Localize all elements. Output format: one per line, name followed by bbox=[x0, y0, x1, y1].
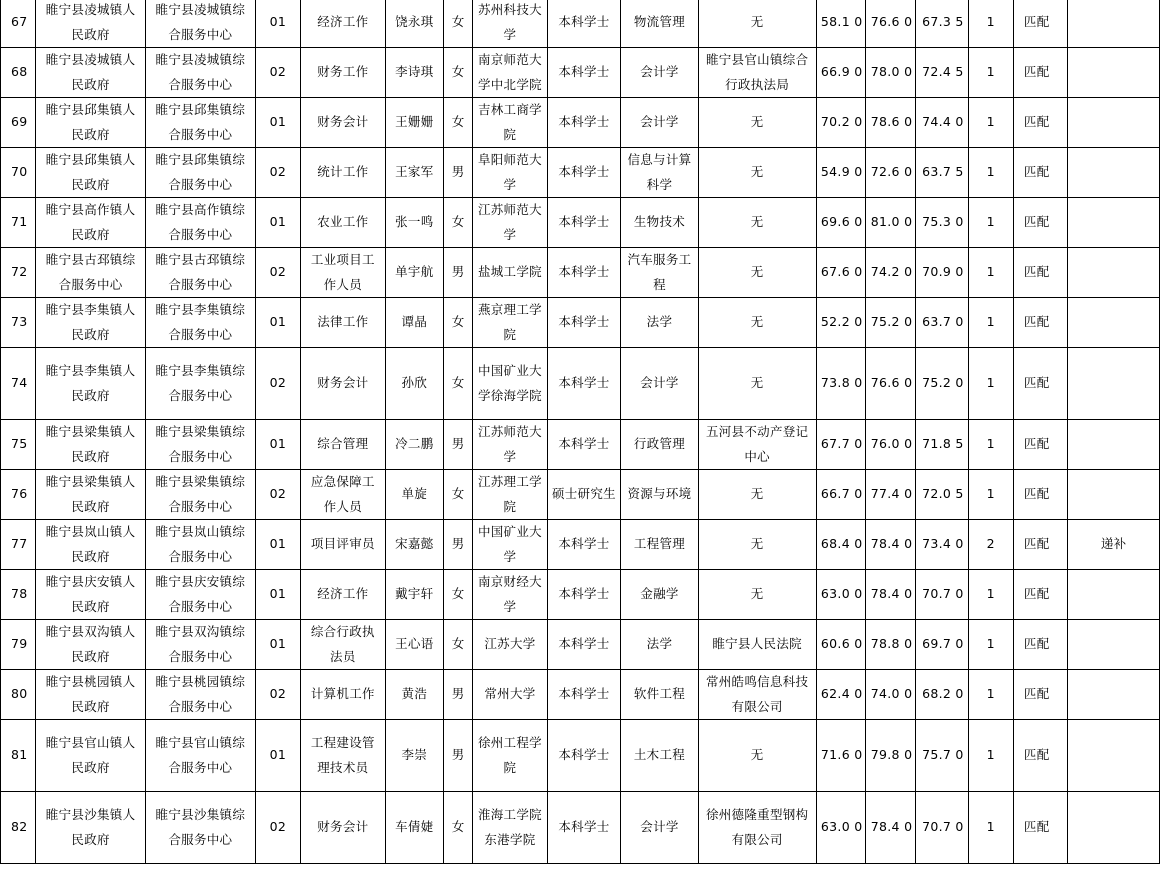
school-cell: 南京财经大学 bbox=[473, 570, 548, 620]
rank-cell: 1 bbox=[968, 792, 1013, 864]
major-cell: 资源与环境 bbox=[621, 470, 699, 520]
candidate-name-cell: 孙欣 bbox=[385, 348, 443, 420]
rank-cell: 1 bbox=[968, 298, 1013, 348]
rank-cell: 2 bbox=[968, 520, 1013, 570]
organization-cell: 睢宁县古邳镇综合服务中心 bbox=[36, 248, 146, 298]
total-score-cell: 74.4 0 bbox=[916, 98, 968, 148]
organization-cell: 睢宁县邱集镇人民政府 bbox=[36, 98, 146, 148]
workplace-cell: 睢宁县人民法院 bbox=[698, 620, 816, 670]
major-cell: 行政管理 bbox=[621, 420, 699, 470]
post-name-cell: 财务会计 bbox=[301, 348, 386, 420]
post-name-cell: 经济工作 bbox=[301, 570, 386, 620]
school-cell: 南京师范大学中北学院 bbox=[473, 48, 548, 98]
school-cell: 江苏师范大学 bbox=[473, 420, 548, 470]
match-result-cell: 匹配 bbox=[1013, 792, 1067, 864]
written-score-cell: 62.4 0 bbox=[816, 670, 865, 720]
gender-cell: 女 bbox=[444, 98, 473, 148]
organization-cell: 睢宁县高作镇人民政府 bbox=[36, 198, 146, 248]
seq-cell: 81 bbox=[1, 720, 36, 792]
seq-cell: 71 bbox=[1, 198, 36, 248]
rank-cell: 1 bbox=[968, 470, 1013, 520]
match-result-cell: 匹配 bbox=[1013, 298, 1067, 348]
post-name-cell: 法律工作 bbox=[301, 298, 386, 348]
unit-cell: 睢宁县李集镇综合服务中心 bbox=[145, 298, 255, 348]
note-cell bbox=[1068, 570, 1160, 620]
rank-cell: 1 bbox=[968, 98, 1013, 148]
post-code-cell: 02 bbox=[255, 470, 300, 520]
seq-cell: 77 bbox=[1, 520, 36, 570]
degree-cell: 本科学士 bbox=[547, 570, 621, 620]
seq-cell: 74 bbox=[1, 348, 36, 420]
written-score-cell: 68.4 0 bbox=[816, 520, 865, 570]
major-cell: 生物技术 bbox=[621, 198, 699, 248]
note-cell bbox=[1068, 620, 1160, 670]
degree-cell: 本科学士 bbox=[547, 670, 621, 720]
major-cell: 会计学 bbox=[621, 348, 699, 420]
match-result-cell: 匹配 bbox=[1013, 148, 1067, 198]
written-score-cell: 69.6 0 bbox=[816, 198, 865, 248]
rank-cell: 1 bbox=[968, 148, 1013, 198]
degree-cell: 本科学士 bbox=[547, 792, 621, 864]
gender-cell: 男 bbox=[444, 248, 473, 298]
written-score-cell: 66.7 0 bbox=[816, 470, 865, 520]
post-name-cell: 应急保障工作人员 bbox=[301, 470, 386, 520]
school-cell: 江苏师范大学 bbox=[473, 198, 548, 248]
workplace-cell: 无 bbox=[698, 470, 816, 520]
written-score-cell: 54.9 0 bbox=[816, 148, 865, 198]
table-row bbox=[1, 720, 1160, 792]
note-cell: 递补 bbox=[1068, 520, 1160, 570]
seq-cell: 68 bbox=[1, 48, 36, 98]
note-cell bbox=[1068, 98, 1160, 148]
post-code-cell: 02 bbox=[255, 48, 300, 98]
note-cell bbox=[1068, 348, 1160, 420]
rank-cell: 1 bbox=[968, 670, 1013, 720]
post-code-cell: 01 bbox=[255, 198, 300, 248]
written-score-cell: 66.9 0 bbox=[816, 48, 865, 98]
workplace-cell: 徐州德隆重型钢构有限公司 bbox=[698, 792, 816, 864]
major-cell: 法学 bbox=[621, 620, 699, 670]
match-result-cell: 匹配 bbox=[1013, 0, 1067, 48]
post-code-cell: 01 bbox=[255, 570, 300, 620]
interview-score-cell: 72.6 0 bbox=[865, 148, 915, 198]
seq-cell: 67 bbox=[1, 0, 36, 48]
match-result-cell: 匹配 bbox=[1013, 48, 1067, 98]
organization-cell: 睢宁县李集镇人民政府 bbox=[36, 348, 146, 420]
match-result-cell: 匹配 bbox=[1013, 720, 1067, 792]
workplace-cell: 无 bbox=[698, 148, 816, 198]
post-name-cell: 经济工作 bbox=[301, 0, 386, 48]
major-cell: 会计学 bbox=[621, 792, 699, 864]
school-cell: 燕京理工学院 bbox=[473, 298, 548, 348]
interview-score-cell: 76.6 0 bbox=[865, 348, 915, 420]
rank-cell: 1 bbox=[968, 48, 1013, 98]
note-cell bbox=[1068, 248, 1160, 298]
candidate-name-cell: 张一鸣 bbox=[385, 198, 443, 248]
gender-cell: 女 bbox=[444, 48, 473, 98]
unit-cell: 睢宁县邱集镇综合服务中心 bbox=[145, 148, 255, 198]
major-cell: 土木工程 bbox=[621, 720, 699, 792]
written-score-cell: 63.0 0 bbox=[816, 792, 865, 864]
gender-cell: 女 bbox=[444, 198, 473, 248]
interview-score-cell: 81.0 0 bbox=[865, 198, 915, 248]
unit-cell: 睢宁县邱集镇综合服务中心 bbox=[145, 98, 255, 148]
post-name-cell: 统计工作 bbox=[301, 148, 386, 198]
note-cell bbox=[1068, 48, 1160, 98]
post-name-cell: 项目评审员 bbox=[301, 520, 386, 570]
written-score-cell: 71.6 0 bbox=[816, 720, 865, 792]
school-cell: 中国矿业大学徐海学院 bbox=[473, 348, 548, 420]
written-score-cell: 67.7 0 bbox=[816, 420, 865, 470]
note-cell bbox=[1068, 298, 1160, 348]
school-cell: 常州大学 bbox=[473, 670, 548, 720]
total-score-cell: 72.4 5 bbox=[916, 48, 968, 98]
major-cell: 工程管理 bbox=[621, 520, 699, 570]
gender-cell: 男 bbox=[444, 148, 473, 198]
gender-cell: 女 bbox=[444, 348, 473, 420]
table-row bbox=[1, 298, 1160, 348]
organization-cell: 睢宁县凌城镇人民政府 bbox=[36, 0, 146, 48]
post-name-cell: 综合行政执法员 bbox=[301, 620, 386, 670]
seq-cell: 78 bbox=[1, 570, 36, 620]
workplace-cell: 常州皓鸣信息科技有限公司 bbox=[698, 670, 816, 720]
candidate-name-cell: 黄浩 bbox=[385, 670, 443, 720]
workplace-cell: 睢宁县官山镇综合行政执法局 bbox=[698, 48, 816, 98]
post-name-cell: 综合管理 bbox=[301, 420, 386, 470]
candidate-name-cell: 单宇航 bbox=[385, 248, 443, 298]
gender-cell: 女 bbox=[444, 298, 473, 348]
written-score-cell: 58.1 0 bbox=[816, 0, 865, 48]
major-cell: 会计学 bbox=[621, 98, 699, 148]
match-result-cell: 匹配 bbox=[1013, 670, 1067, 720]
written-score-cell: 73.8 0 bbox=[816, 348, 865, 420]
interview-score-cell: 76.0 0 bbox=[865, 420, 915, 470]
major-cell: 会计学 bbox=[621, 48, 699, 98]
degree-cell: 本科学士 bbox=[547, 298, 621, 348]
major-cell: 法学 bbox=[621, 298, 699, 348]
post-name-cell: 工程建设管理技术员 bbox=[301, 720, 386, 792]
major-cell: 汽车服务工程 bbox=[621, 248, 699, 298]
seq-cell: 69 bbox=[1, 98, 36, 148]
total-score-cell: 63.7 5 bbox=[916, 148, 968, 198]
candidate-name-cell: 王家军 bbox=[385, 148, 443, 198]
post-code-cell: 02 bbox=[255, 148, 300, 198]
table-row bbox=[1, 0, 1160, 48]
school-cell: 苏州科技大学 bbox=[473, 0, 548, 48]
workplace-cell: 无 bbox=[698, 98, 816, 148]
rank-cell: 1 bbox=[968, 620, 1013, 670]
written-score-cell: 52.2 0 bbox=[816, 298, 865, 348]
post-code-cell: 02 bbox=[255, 670, 300, 720]
unit-cell: 睢宁县双沟镇综合服务中心 bbox=[145, 620, 255, 670]
note-cell bbox=[1068, 720, 1160, 792]
unit-cell: 睢宁县凌城镇综合服务中心 bbox=[145, 48, 255, 98]
match-result-cell: 匹配 bbox=[1013, 248, 1067, 298]
post-code-cell: 01 bbox=[255, 520, 300, 570]
school-cell: 徐州工程学院 bbox=[473, 720, 548, 792]
degree-cell: 本科学士 bbox=[547, 248, 621, 298]
match-result-cell: 匹配 bbox=[1013, 470, 1067, 520]
workplace-cell: 无 bbox=[698, 0, 816, 48]
workplace-cell: 无 bbox=[698, 570, 816, 620]
rank-cell: 1 bbox=[968, 0, 1013, 48]
gender-cell: 女 bbox=[444, 470, 473, 520]
unit-cell: 睢宁县高作镇综合服务中心 bbox=[145, 198, 255, 248]
table-row bbox=[1, 198, 1160, 248]
school-cell: 淮海工学院东港学院 bbox=[473, 792, 548, 864]
candidate-name-cell: 谭晶 bbox=[385, 298, 443, 348]
written-score-cell: 70.2 0 bbox=[816, 98, 865, 148]
gender-cell: 女 bbox=[444, 620, 473, 670]
candidate-name-cell: 李崇 bbox=[385, 720, 443, 792]
workplace-cell: 无 bbox=[698, 198, 816, 248]
gender-cell: 女 bbox=[444, 570, 473, 620]
rank-cell: 1 bbox=[968, 248, 1013, 298]
post-name-cell: 工业项目工作人员 bbox=[301, 248, 386, 298]
gender-cell: 女 bbox=[444, 0, 473, 48]
seq-cell: 70 bbox=[1, 148, 36, 198]
organization-cell: 睢宁县庆安镇人民政府 bbox=[36, 570, 146, 620]
unit-cell: 睢宁县桃园镇综合服务中心 bbox=[145, 670, 255, 720]
total-score-cell: 75.3 0 bbox=[916, 198, 968, 248]
post-code-cell: 02 bbox=[255, 348, 300, 420]
post-code-cell: 01 bbox=[255, 98, 300, 148]
interview-score-cell: 78.4 0 bbox=[865, 520, 915, 570]
post-code-cell: 01 bbox=[255, 0, 300, 48]
degree-cell: 本科学士 bbox=[547, 520, 621, 570]
post-code-cell: 01 bbox=[255, 620, 300, 670]
table-row bbox=[1, 570, 1160, 620]
organization-cell: 睢宁县沙集镇人民政府 bbox=[36, 792, 146, 864]
major-cell: 软件工程 bbox=[621, 670, 699, 720]
post-name-cell: 财务会计 bbox=[301, 98, 386, 148]
note-cell bbox=[1068, 0, 1160, 48]
written-score-cell: 67.6 0 bbox=[816, 248, 865, 298]
note-cell bbox=[1068, 420, 1160, 470]
interview-score-cell: 78.4 0 bbox=[865, 570, 915, 620]
degree-cell: 本科学士 bbox=[547, 620, 621, 670]
total-score-cell: 71.8 5 bbox=[916, 420, 968, 470]
match-result-cell: 匹配 bbox=[1013, 570, 1067, 620]
post-name-cell: 农业工作 bbox=[301, 198, 386, 248]
note-cell bbox=[1068, 198, 1160, 248]
table-row bbox=[1, 420, 1160, 470]
unit-cell: 睢宁县庆安镇综合服务中心 bbox=[145, 570, 255, 620]
total-score-cell: 68.2 0 bbox=[916, 670, 968, 720]
seq-cell: 80 bbox=[1, 670, 36, 720]
unit-cell: 睢宁县梁集镇综合服务中心 bbox=[145, 470, 255, 520]
total-score-cell: 69.7 0 bbox=[916, 620, 968, 670]
candidate-name-cell: 冷二鹏 bbox=[385, 420, 443, 470]
table-row bbox=[1, 670, 1160, 720]
organization-cell: 睢宁县官山镇人民政府 bbox=[36, 720, 146, 792]
school-cell: 江苏理工学院 bbox=[473, 470, 548, 520]
workplace-cell: 无 bbox=[698, 248, 816, 298]
degree-cell: 本科学士 bbox=[547, 48, 621, 98]
gender-cell: 男 bbox=[444, 720, 473, 792]
table-row bbox=[1, 148, 1160, 198]
candidate-name-cell: 戴宇轩 bbox=[385, 570, 443, 620]
match-result-cell: 匹配 bbox=[1013, 420, 1067, 470]
match-result-cell: 匹配 bbox=[1013, 198, 1067, 248]
note-cell bbox=[1068, 470, 1160, 520]
degree-cell: 硕士研究生 bbox=[547, 470, 621, 520]
note-cell bbox=[1068, 792, 1160, 864]
seq-cell: 76 bbox=[1, 470, 36, 520]
unit-cell: 睢宁县沙集镇综合服务中心 bbox=[145, 792, 255, 864]
gender-cell: 女 bbox=[444, 792, 473, 864]
interview-score-cell: 78.6 0 bbox=[865, 98, 915, 148]
unit-cell: 睢宁县李集镇综合服务中心 bbox=[145, 348, 255, 420]
written-score-cell: 60.6 0 bbox=[816, 620, 865, 670]
candidate-name-cell: 单旋 bbox=[385, 470, 443, 520]
post-code-cell: 01 bbox=[255, 720, 300, 792]
post-code-cell: 01 bbox=[255, 420, 300, 470]
total-score-cell: 70.7 0 bbox=[916, 792, 968, 864]
post-name-cell: 财务会计 bbox=[301, 792, 386, 864]
organization-cell: 睢宁县梁集镇人民政府 bbox=[36, 470, 146, 520]
gender-cell: 男 bbox=[444, 520, 473, 570]
total-score-cell: 72.0 5 bbox=[916, 470, 968, 520]
seq-cell: 75 bbox=[1, 420, 36, 470]
degree-cell: 本科学士 bbox=[547, 720, 621, 792]
gender-cell: 男 bbox=[444, 420, 473, 470]
post-name-cell: 财务工作 bbox=[301, 48, 386, 98]
table-row bbox=[1, 348, 1160, 420]
workplace-cell: 无 bbox=[698, 298, 816, 348]
degree-cell: 本科学士 bbox=[547, 0, 621, 48]
major-cell: 物流管理 bbox=[621, 0, 699, 48]
rank-cell: 1 bbox=[968, 720, 1013, 792]
interview-score-cell: 78.4 0 bbox=[865, 792, 915, 864]
total-score-cell: 63.7 0 bbox=[916, 298, 968, 348]
gender-cell: 男 bbox=[444, 670, 473, 720]
workplace-cell: 无 bbox=[698, 348, 816, 420]
total-score-cell: 73.4 0 bbox=[916, 520, 968, 570]
major-cell: 信息与计算科学 bbox=[621, 148, 699, 198]
table-row bbox=[1, 248, 1160, 298]
unit-cell: 睢宁县官山镇综合服务中心 bbox=[145, 720, 255, 792]
interview-score-cell: 74.2 0 bbox=[865, 248, 915, 298]
interview-score-cell: 79.8 0 bbox=[865, 720, 915, 792]
table-row bbox=[1, 98, 1160, 148]
school-cell: 吉林工商学院 bbox=[473, 98, 548, 148]
organization-cell: 睢宁县李集镇人民政府 bbox=[36, 298, 146, 348]
organization-cell: 睢宁县邱集镇人民政府 bbox=[36, 148, 146, 198]
seq-cell: 79 bbox=[1, 620, 36, 670]
interview-score-cell: 77.4 0 bbox=[865, 470, 915, 520]
seq-cell: 73 bbox=[1, 298, 36, 348]
candidate-name-cell: 宋嘉懿 bbox=[385, 520, 443, 570]
seq-cell: 82 bbox=[1, 792, 36, 864]
post-code-cell: 02 bbox=[255, 792, 300, 864]
total-score-cell: 75.7 0 bbox=[916, 720, 968, 792]
unit-cell: 睢宁县古邳镇综合服务中心 bbox=[145, 248, 255, 298]
workplace-cell: 无 bbox=[698, 720, 816, 792]
table-row bbox=[1, 620, 1160, 670]
note-cell bbox=[1068, 670, 1160, 720]
organization-cell: 睢宁县梁集镇人民政府 bbox=[36, 420, 146, 470]
degree-cell: 本科学士 bbox=[547, 420, 621, 470]
workplace-cell: 无 bbox=[698, 520, 816, 570]
candidate-name-cell: 饶永琪 bbox=[385, 0, 443, 48]
school-cell: 阜阳师范大学 bbox=[473, 148, 548, 198]
workplace-cell: 五河县不动产登记中心 bbox=[698, 420, 816, 470]
table-row bbox=[1, 48, 1160, 98]
written-score-cell: 63.0 0 bbox=[816, 570, 865, 620]
table-row bbox=[1, 470, 1160, 520]
unit-cell: 睢宁县岚山镇综合服务中心 bbox=[145, 520, 255, 570]
total-score-cell: 70.7 0 bbox=[916, 570, 968, 620]
unit-cell: 睢宁县凌城镇综合服务中心 bbox=[145, 0, 255, 48]
interview-score-cell: 78.8 0 bbox=[865, 620, 915, 670]
match-result-cell: 匹配 bbox=[1013, 98, 1067, 148]
seq-cell: 72 bbox=[1, 248, 36, 298]
rank-cell: 1 bbox=[968, 198, 1013, 248]
degree-cell: 本科学士 bbox=[547, 348, 621, 420]
degree-cell: 本科学士 bbox=[547, 148, 621, 198]
post-code-cell: 01 bbox=[255, 298, 300, 348]
school-cell: 中国矿业大学 bbox=[473, 520, 548, 570]
table-row bbox=[1, 520, 1160, 570]
rank-cell: 1 bbox=[968, 348, 1013, 420]
rank-cell: 1 bbox=[968, 420, 1013, 470]
post-code-cell: 02 bbox=[255, 248, 300, 298]
candidate-name-cell: 李诗琪 bbox=[385, 48, 443, 98]
organization-cell: 睢宁县桃园镇人民政府 bbox=[36, 670, 146, 720]
school-cell: 江苏大学 bbox=[473, 620, 548, 670]
interview-score-cell: 74.0 0 bbox=[865, 670, 915, 720]
school-cell: 盐城工学院 bbox=[473, 248, 548, 298]
note-cell bbox=[1068, 148, 1160, 198]
major-cell: 金融学 bbox=[621, 570, 699, 620]
interview-score-cell: 75.2 0 bbox=[865, 298, 915, 348]
total-score-cell: 67.3 5 bbox=[916, 0, 968, 48]
table-row bbox=[1, 792, 1160, 864]
total-score-cell: 75.2 0 bbox=[916, 348, 968, 420]
candidate-name-cell: 王姗姗 bbox=[385, 98, 443, 148]
organization-cell: 睢宁县双沟镇人民政府 bbox=[36, 620, 146, 670]
candidate-name-cell: 车倩婕 bbox=[385, 792, 443, 864]
match-result-cell: 匹配 bbox=[1013, 520, 1067, 570]
interview-score-cell: 78.0 0 bbox=[865, 48, 915, 98]
unit-cell: 睢宁县梁集镇综合服务中心 bbox=[145, 420, 255, 470]
organization-cell: 睢宁县岚山镇人民政府 bbox=[36, 520, 146, 570]
match-result-cell: 匹配 bbox=[1013, 620, 1067, 670]
candidate-name-cell: 王心语 bbox=[385, 620, 443, 670]
degree-cell: 本科学士 bbox=[547, 98, 621, 148]
degree-cell: 本科学士 bbox=[547, 198, 621, 248]
rank-cell: 1 bbox=[968, 570, 1013, 620]
interview-score-cell: 76.6 0 bbox=[865, 0, 915, 48]
organization-cell: 睢宁县凌城镇人民政府 bbox=[36, 48, 146, 98]
match-result-cell: 匹配 bbox=[1013, 348, 1067, 420]
post-name-cell: 计算机工作 bbox=[301, 670, 386, 720]
total-score-cell: 70.9 0 bbox=[916, 248, 968, 298]
